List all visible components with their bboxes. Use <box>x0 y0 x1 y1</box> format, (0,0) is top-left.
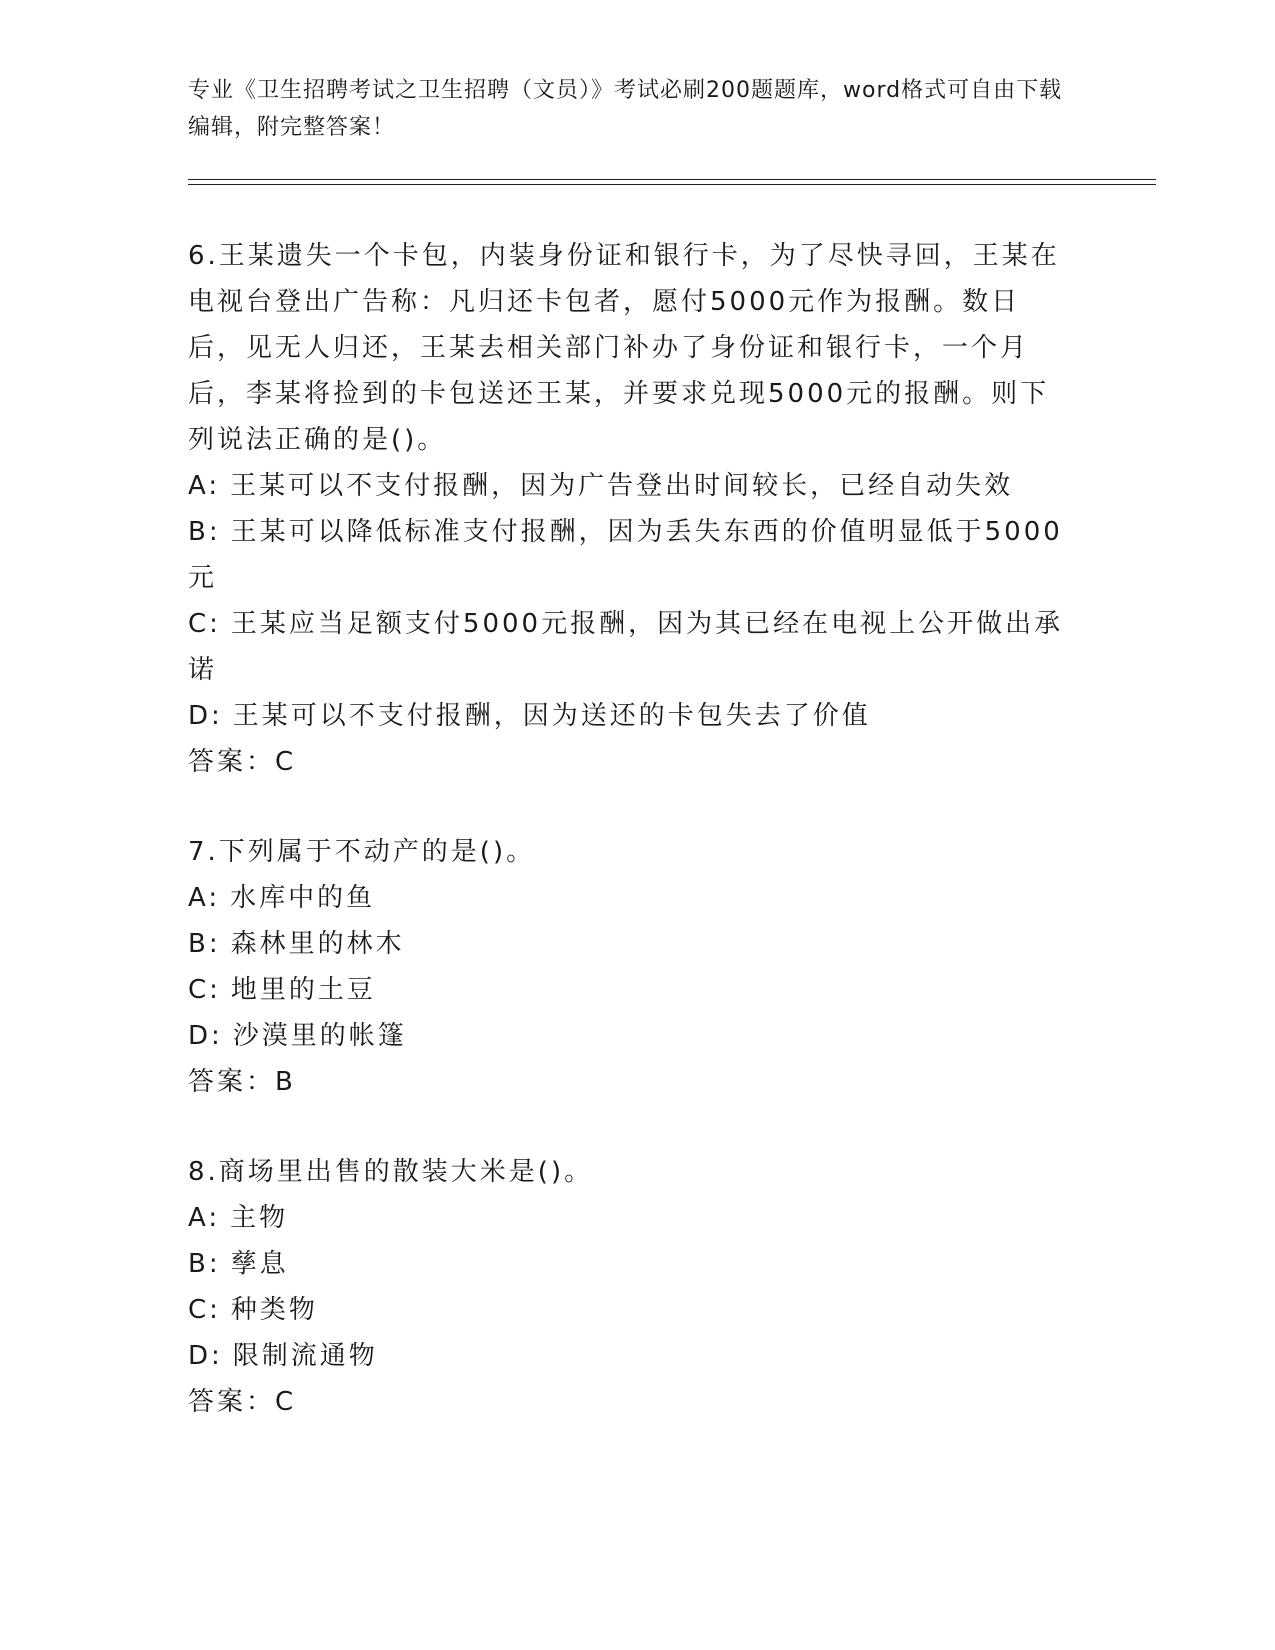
option-text: 限制流通物 <box>232 1341 378 1371</box>
option-d <box>188 1013 1078 1059</box>
option-letter: D: <box>188 701 223 731</box>
answer-line: 答案：B <box>188 1067 296 1097</box>
option-letter: D: <box>188 1021 223 1051</box>
option-text: 地里的土豆 <box>230 975 376 1005</box>
option-text: 王某可以降低标准支付报酬，因为丢失东西的价值明显低于5000元 <box>188 517 1063 593</box>
option-text: 主物 <box>230 1203 289 1233</box>
option-letter: A: <box>188 1203 221 1233</box>
header-divider-bottom <box>188 184 1156 185</box>
question-8 <box>188 1149 1078 1425</box>
option-b <box>188 921 1078 967</box>
option-b <box>188 1241 1078 1287</box>
option-letter: B: <box>188 929 221 959</box>
option-c <box>188 1287 1078 1333</box>
option-b <box>188 509 1078 601</box>
option-c <box>188 601 1078 693</box>
option-letter: B: <box>188 517 221 547</box>
option-a <box>188 1195 1078 1241</box>
option-text: 王某可以不支付报酬，因为送还的卡包失去了价值 <box>232 701 871 731</box>
header-intro: 专业《卫生招聘考试之卫生招聘（文员）》考试必刷200题题库，word格式可自由下载编辑，附完整答案！ <box>188 78 1063 140</box>
header-divider-top <box>188 179 1156 180</box>
option-letter: B: <box>188 1249 221 1279</box>
option-letter: A: <box>188 471 221 501</box>
option-c <box>188 967 1078 1013</box>
document-header <box>188 72 1068 146</box>
question-stem: 6.王某遗失一个卡包，内装身份证和银行卡，为了尽快寻回，王某在电视台登出广告称：凡归还卡包者，愿付5000元作为报酬。数日后，见无人归还，王某去相关部门补办了身份证和银行卡，一个月后，李某将捡到的卡包送还王某，并要求兑现5000元的报酬。则下列说法正确的是()。 <box>188 241 1060 455</box>
option-text: 孳息 <box>230 1249 289 1279</box>
option-letter: C: <box>188 609 221 639</box>
option-text: 水库中的鱼 <box>230 883 376 913</box>
option-text: 王某应当足额支付5000元报酬，因为其已经在电视上公开做出承诺 <box>188 609 1064 685</box>
question-stem: 7.下列属于不动产的是()。 <box>188 837 536 867</box>
option-a <box>188 463 1078 509</box>
option-letter: D: <box>188 1341 223 1371</box>
option-d <box>188 693 1078 739</box>
question-stem: 8.商场里出售的散装大米是()。 <box>188 1157 594 1187</box>
option-text: 沙漠里的帐篷 <box>232 1021 407 1051</box>
question-list <box>188 233 1078 1469</box>
option-text: 王某可以不支付报酬，因为广告登出时间较长，已经自动失效 <box>230 471 1014 501</box>
option-letter: C: <box>188 1295 221 1325</box>
option-letter: A: <box>188 883 221 913</box>
option-text: 种类物 <box>230 1295 318 1325</box>
option-text: 森林里的林木 <box>230 929 405 959</box>
question-6 <box>188 233 1078 785</box>
option-letter: C: <box>188 975 221 1005</box>
option-a <box>188 875 1078 921</box>
answer-line: 答案：C <box>188 747 297 777</box>
question-7 <box>188 829 1078 1105</box>
answer-line: 答案：C <box>188 1387 297 1417</box>
option-d <box>188 1333 1078 1379</box>
